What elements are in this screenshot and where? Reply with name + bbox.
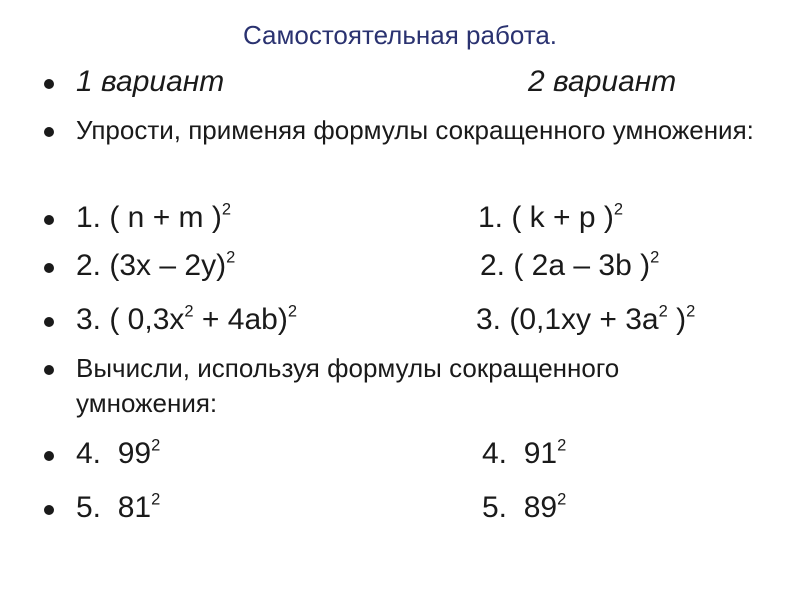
- exercise-1-right: 1. ( k + p )$^2$: [478, 200, 624, 234]
- exercise-3-right: 3. ($0,1xy + 3a^2$ )$^2$: [476, 302, 696, 336]
- instruction-compute: Вычисли, используя формулы сокращенного умножения:: [76, 353, 620, 418]
- exercise-5-left: 5. $81^2$: [76, 490, 161, 524]
- exercise-row-4: [0, 434, 800, 480]
- exercise-row-3: [0, 300, 800, 346]
- instruction-simplify-row: [0, 113, 800, 187]
- exercise-row-5: [0, 488, 800, 534]
- instruction-simplify: Упрости, применяя формулы сокращенного умножения:: [76, 115, 754, 145]
- variant-1-label: 1 вариант: [76, 65, 225, 98]
- instruction-compute-row: [0, 351, 800, 425]
- exercise-4-right: 4. $91^2$: [482, 436, 567, 470]
- exercise-4-left: 4. $99^2$: [76, 436, 161, 470]
- bullet-icon: [44, 215, 54, 225]
- bullet-icon: [44, 451, 54, 461]
- bullet-icon: [44, 127, 54, 137]
- exercise-row-2: [0, 246, 800, 292]
- bullet-icon: [44, 79, 54, 89]
- bullet-icon: [44, 317, 54, 327]
- exercise-5-right: 5. $89^2$: [482, 490, 567, 524]
- exercise-2-left: 2. (3x – 2y)$^2$: [76, 248, 236, 282]
- exercise-3-left: 3. ( $0,3x^2 + 4ab)^2$: [76, 302, 297, 336]
- exercise-2-right: 2. ( 2a – 3b )$^2$: [480, 248, 660, 282]
- bullet-icon: [44, 505, 54, 515]
- bullet-icon: [44, 365, 54, 375]
- variants-row: [0, 62, 800, 108]
- bullet-icon: [44, 263, 54, 273]
- variant-2-label: 2 вариант: [528, 65, 677, 98]
- slide-title: Самостоятельная работа.: [242, 20, 558, 50]
- exercise-row-1: [0, 198, 800, 244]
- exercise-1-left: 1. ( n + m )$^2$: [76, 200, 232, 234]
